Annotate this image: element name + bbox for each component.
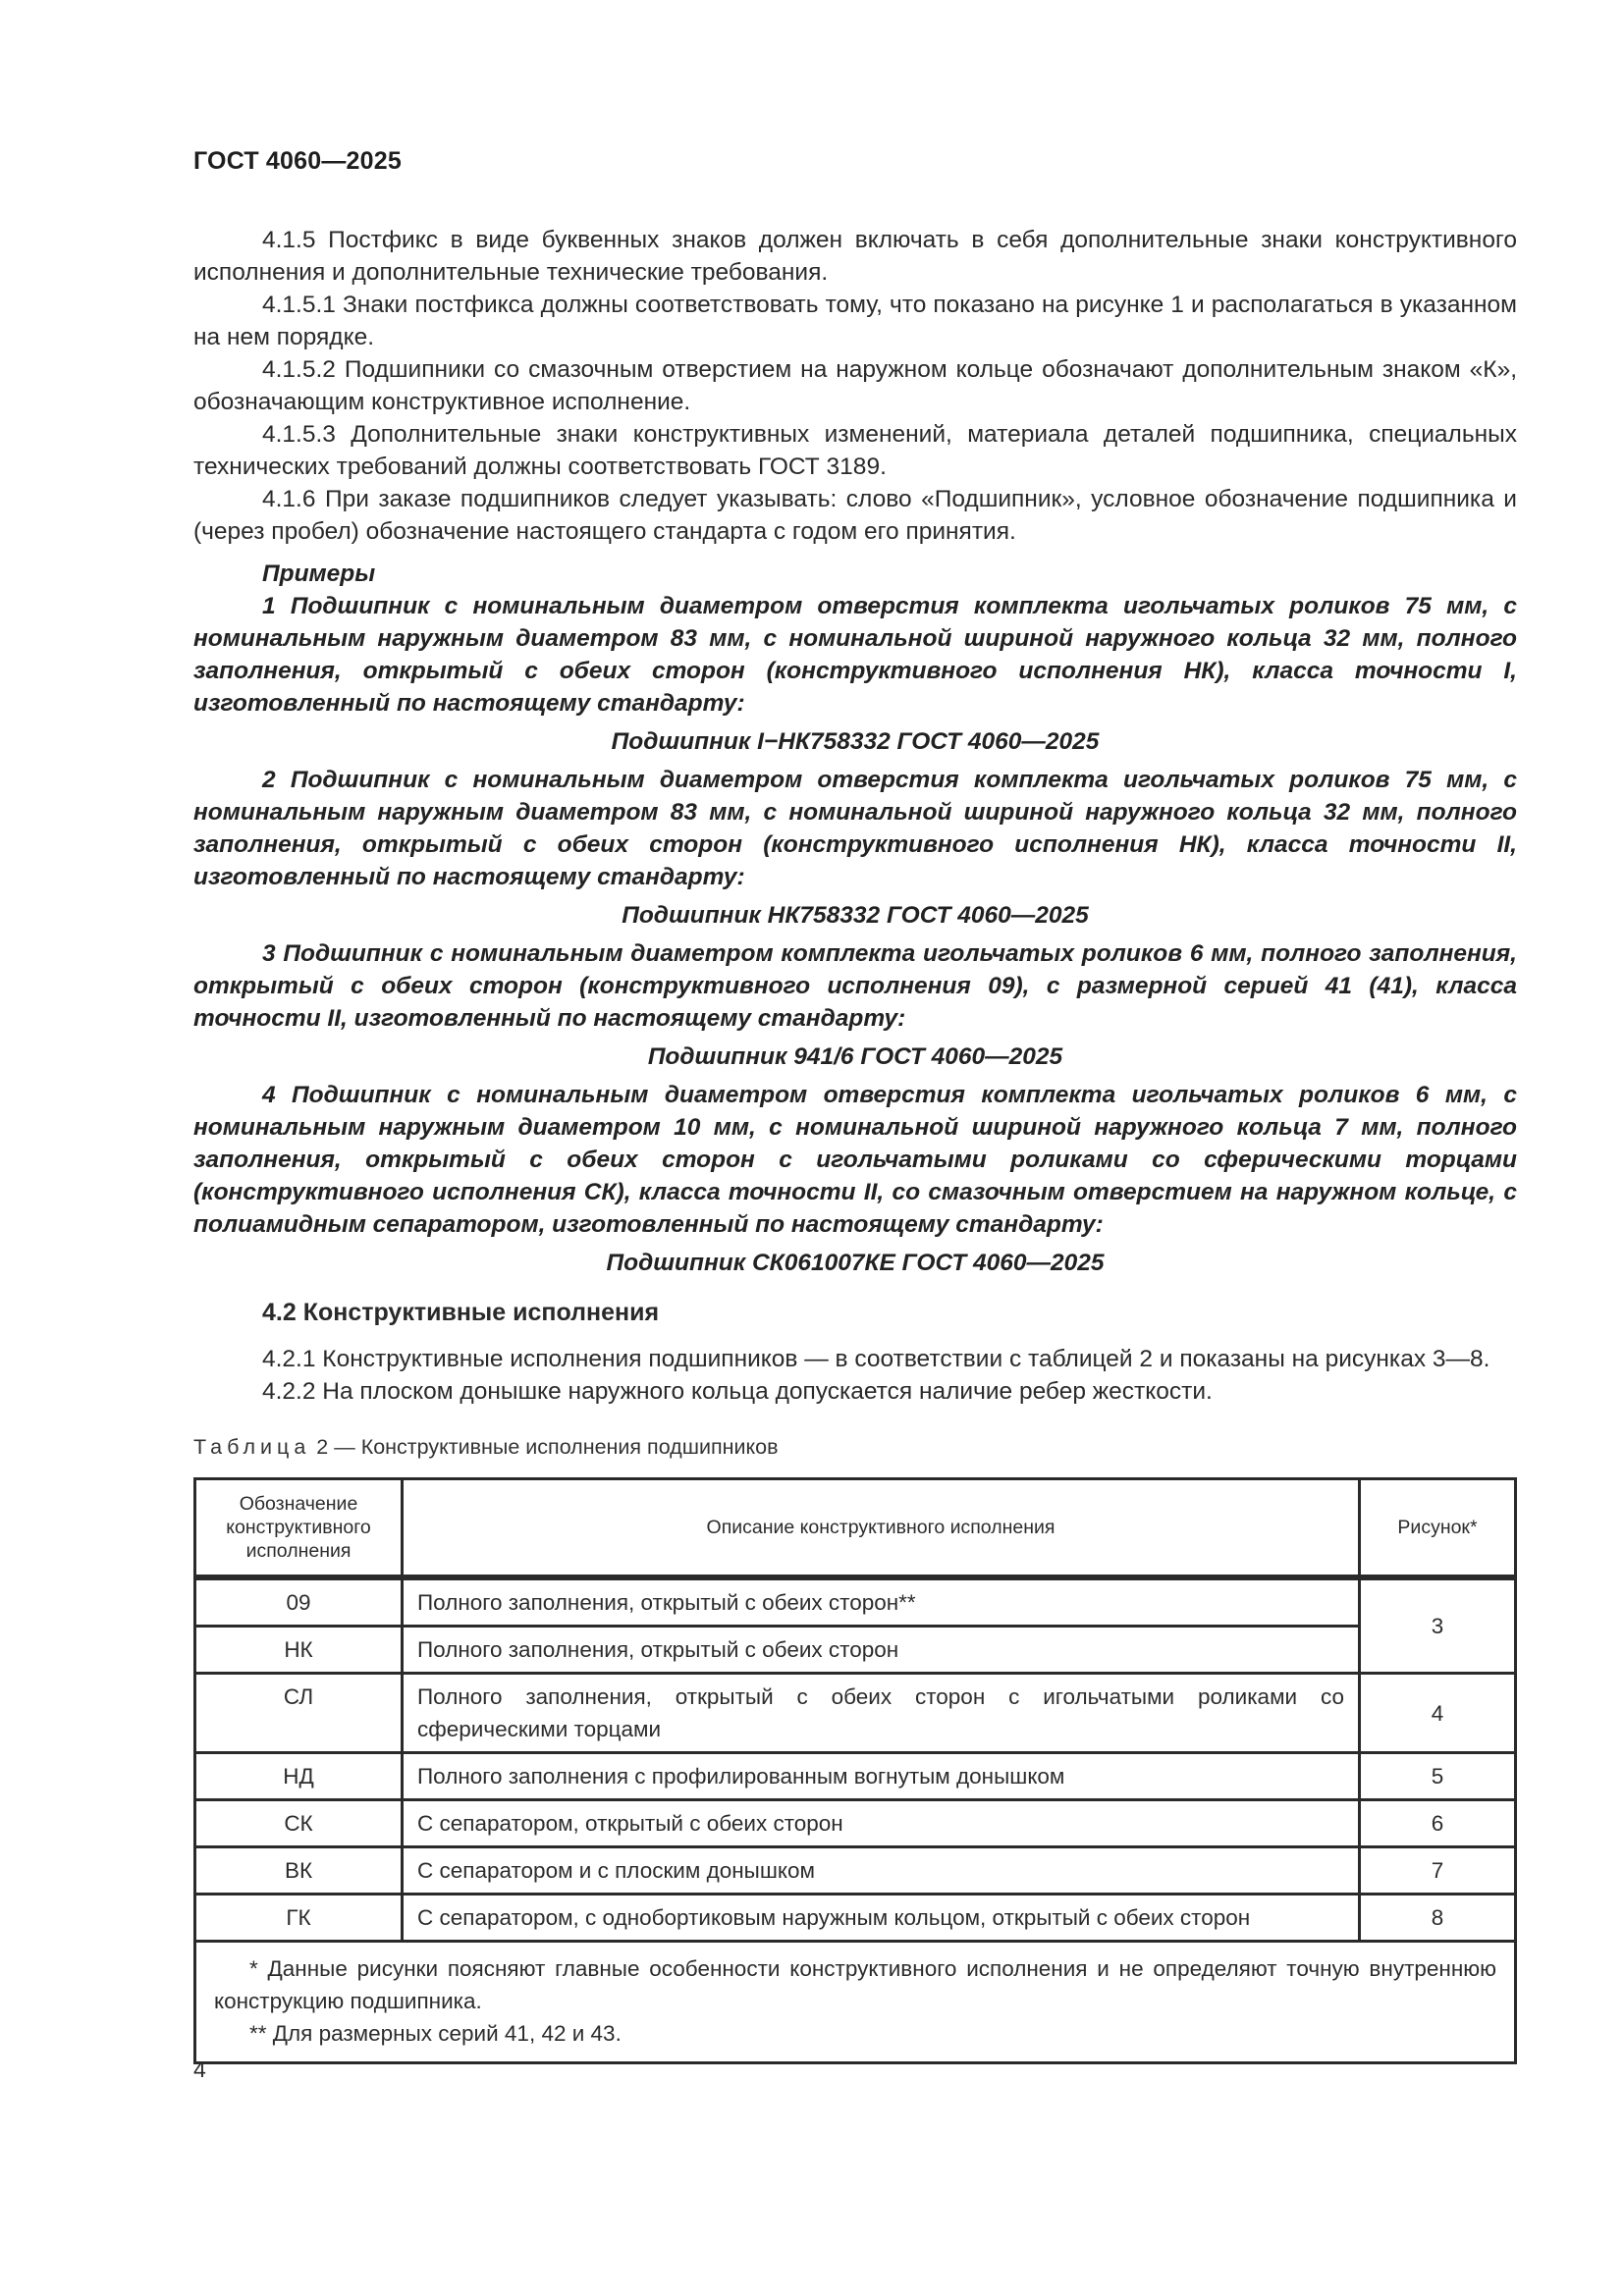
cell-code: СК	[195, 1800, 403, 1847]
table-row	[195, 1674, 1516, 1753]
cell-code: СЛ	[195, 1674, 403, 1753]
paragraph-4-1-5-3: 4.1.5.3 Дополнительные знаки конструктивных изменений, материала деталей подшипника, специальных технических требований должны соответствовать ГОСТ 3189.	[193, 421, 1517, 480]
section-4-2-title: 4.2 Конструктивные исполнения	[262, 1299, 660, 1326]
example-2-text: 2 Подшипник с номинальным диаметром отверстия комплекта игольчатых роликов 75 мм, с номинальным наружным диаметром 83 мм, с номинальной шириной наружного кольца 32 мм, полного заполнения, открытый с обеих сторон (конструктивного исполнения НК), класса точности II, изготовленный по настоящему стандарту:	[193, 767, 1517, 890]
cell-description: Полного заполнения, открытый с обеих сторон с игольчатыми роликами со сферическими торцами	[403, 1674, 1360, 1753]
cell-description: Полного заполнения, открытый с обеих сторон**	[403, 1579, 1360, 1627]
paragraph-4-1-5-2: 4.1.5.2 Подшипники со смазочным отверстием на наружном кольце обозначают дополнительным знаком «К», обозначающим конструктивное исполнение.	[193, 356, 1517, 415]
examples-title: Примеры	[262, 561, 376, 587]
paragraph-4-1-5: 4.1.5 Постфикс в виде буквенных знаков должен включать в себя дополнительные знаки конструктивного исполнения и дополнительные технические требования.	[193, 227, 1517, 286]
table-row	[195, 1800, 1516, 1847]
table-note-2: ** Для размерных серий 41, 42 и 43.	[249, 2021, 622, 2046]
table-note-1: * Данные рисунки поясняют главные особенности конструктивного исполнения и не определяют точную внутреннюю конструкцию подшипника.	[214, 1956, 1496, 2013]
cell-figure: 8	[1360, 1895, 1516, 1942]
cell-code: ГК	[195, 1895, 403, 1942]
table-header-row	[195, 1479, 1516, 1576]
table-row	[195, 1847, 1516, 1895]
cell-description: С сепаратором, открытый с обеих сторон	[403, 1800, 1360, 1847]
page-number: 4	[193, 2056, 206, 2082]
cell-description: Полного заполнения, открытый с обеих сторон	[403, 1627, 1360, 1674]
cell-figure: 6	[1360, 1800, 1516, 1847]
table-row	[195, 1753, 1516, 1800]
example-3-code: Подшипник 941/6 ГОСТ 4060—2025	[647, 1043, 1063, 1070]
table-row	[195, 1627, 1516, 1674]
document-body	[193, 224, 1517, 2064]
table-caption-text: 2 — Конструктивные исполнения подшипников	[310, 1435, 779, 1459]
example-4-code: Подшипник СК061007КЕ ГОСТ 4060—2025	[606, 1250, 1105, 1276]
cell-figure: 4	[1360, 1674, 1516, 1753]
example-2-code: Подшипник НК758332 ГОСТ 4060—2025	[622, 902, 1089, 929]
example-1-code: Подшипник I−НК758332 ГОСТ 4060—2025	[611, 728, 1100, 755]
cell-figure: 3	[1360, 1579, 1516, 1674]
table-caption-label: Таблица	[193, 1435, 311, 1459]
table-notes	[195, 1942, 1516, 2063]
header-description: Описание конструктивного исполнения	[403, 1479, 1360, 1576]
header-code: Обозначение конструктивного исполнения	[195, 1479, 403, 1576]
cell-code: ВК	[195, 1847, 403, 1895]
paragraph-4-2-1: 4.2.1 Конструктивные исполнения подшипников — в соответствии с таблицей 2 и показаны на рисунках 3—8.	[262, 1346, 1490, 1372]
paragraph-4-2-2: 4.2.2 На плоском донышке наружного кольца допускается наличие ребер жесткости.	[262, 1378, 1213, 1405]
paragraph-4-1-6: 4.1.6 При заказе подшипников следует указывать: слово «Подшипник», условное обозначение подшипника и (через пробел) обозначение настоящего стандарта с годом его принятия.	[193, 486, 1517, 545]
cell-figure: 7	[1360, 1847, 1516, 1895]
example-4-text: 4 Подшипник с номинальным диаметром отверстия комплекта игольчатых роликов 6 мм, с номинальным наружным диаметром 10 мм, с номинальной шириной наружного кольца 7 мм, полного заполнения, открытый с обеих сторон с игольчатыми роликами со сферическими торцами (конструктивного исполнения СК), класса точности II, со смазочным отверстием на наружном кольце, с полиамидным сепаратором, изготовленный по настоящему стандарту:	[193, 1082, 1517, 1238]
example-1-text: 1 Подшипник с номинальным диаметром отверстия комплекта игольчатых роликов 75 мм, с номинальным наружным диаметром 83 мм, с номинальной шириной наружного кольца 32 мм, полного заполнения, открытый с обеих сторон (конструктивного исполнения НК), класса точности I, изготовленный по настоящему стандарту:	[193, 593, 1517, 717]
table-notes-row	[195, 1942, 1516, 2063]
table-caption	[193, 1431, 1517, 1464]
document-header: ГОСТ 4060—2025	[193, 147, 402, 175]
example-3-text: 3 Подшипник с номинальным диаметром комплекта игольчатых роликов 6 мм, полного заполнения, открытый с обеих сторон (конструктивного исполнения 09), с размерной серией 41 (41), класса точности II, изготовленный по настоящему стандарту:	[193, 940, 1517, 1032]
table-row	[195, 1579, 1516, 1627]
design-variants-table	[193, 1477, 1517, 2064]
header-figure: Рисунок*	[1360, 1479, 1516, 1576]
cell-code: НД	[195, 1753, 403, 1800]
cell-code: 09	[195, 1579, 403, 1627]
table-row	[195, 1895, 1516, 1942]
paragraph-4-1-5-1: 4.1.5.1 Знаки постфикса должны соответствовать тому, что показано на рисунке 1 и располагаться в указанном на нем порядке.	[193, 292, 1517, 350]
cell-description: С сепаратором и с плоским донышком	[403, 1847, 1360, 1895]
cell-description: С сепаратором, с однобортиковым наружным кольцом, открытый с обеих сторон	[403, 1895, 1360, 1942]
cell-code: НК	[195, 1627, 403, 1674]
cell-description: Полного заполнения с профилированным вогнутым донышком	[403, 1753, 1360, 1800]
cell-figure: 5	[1360, 1753, 1516, 1800]
